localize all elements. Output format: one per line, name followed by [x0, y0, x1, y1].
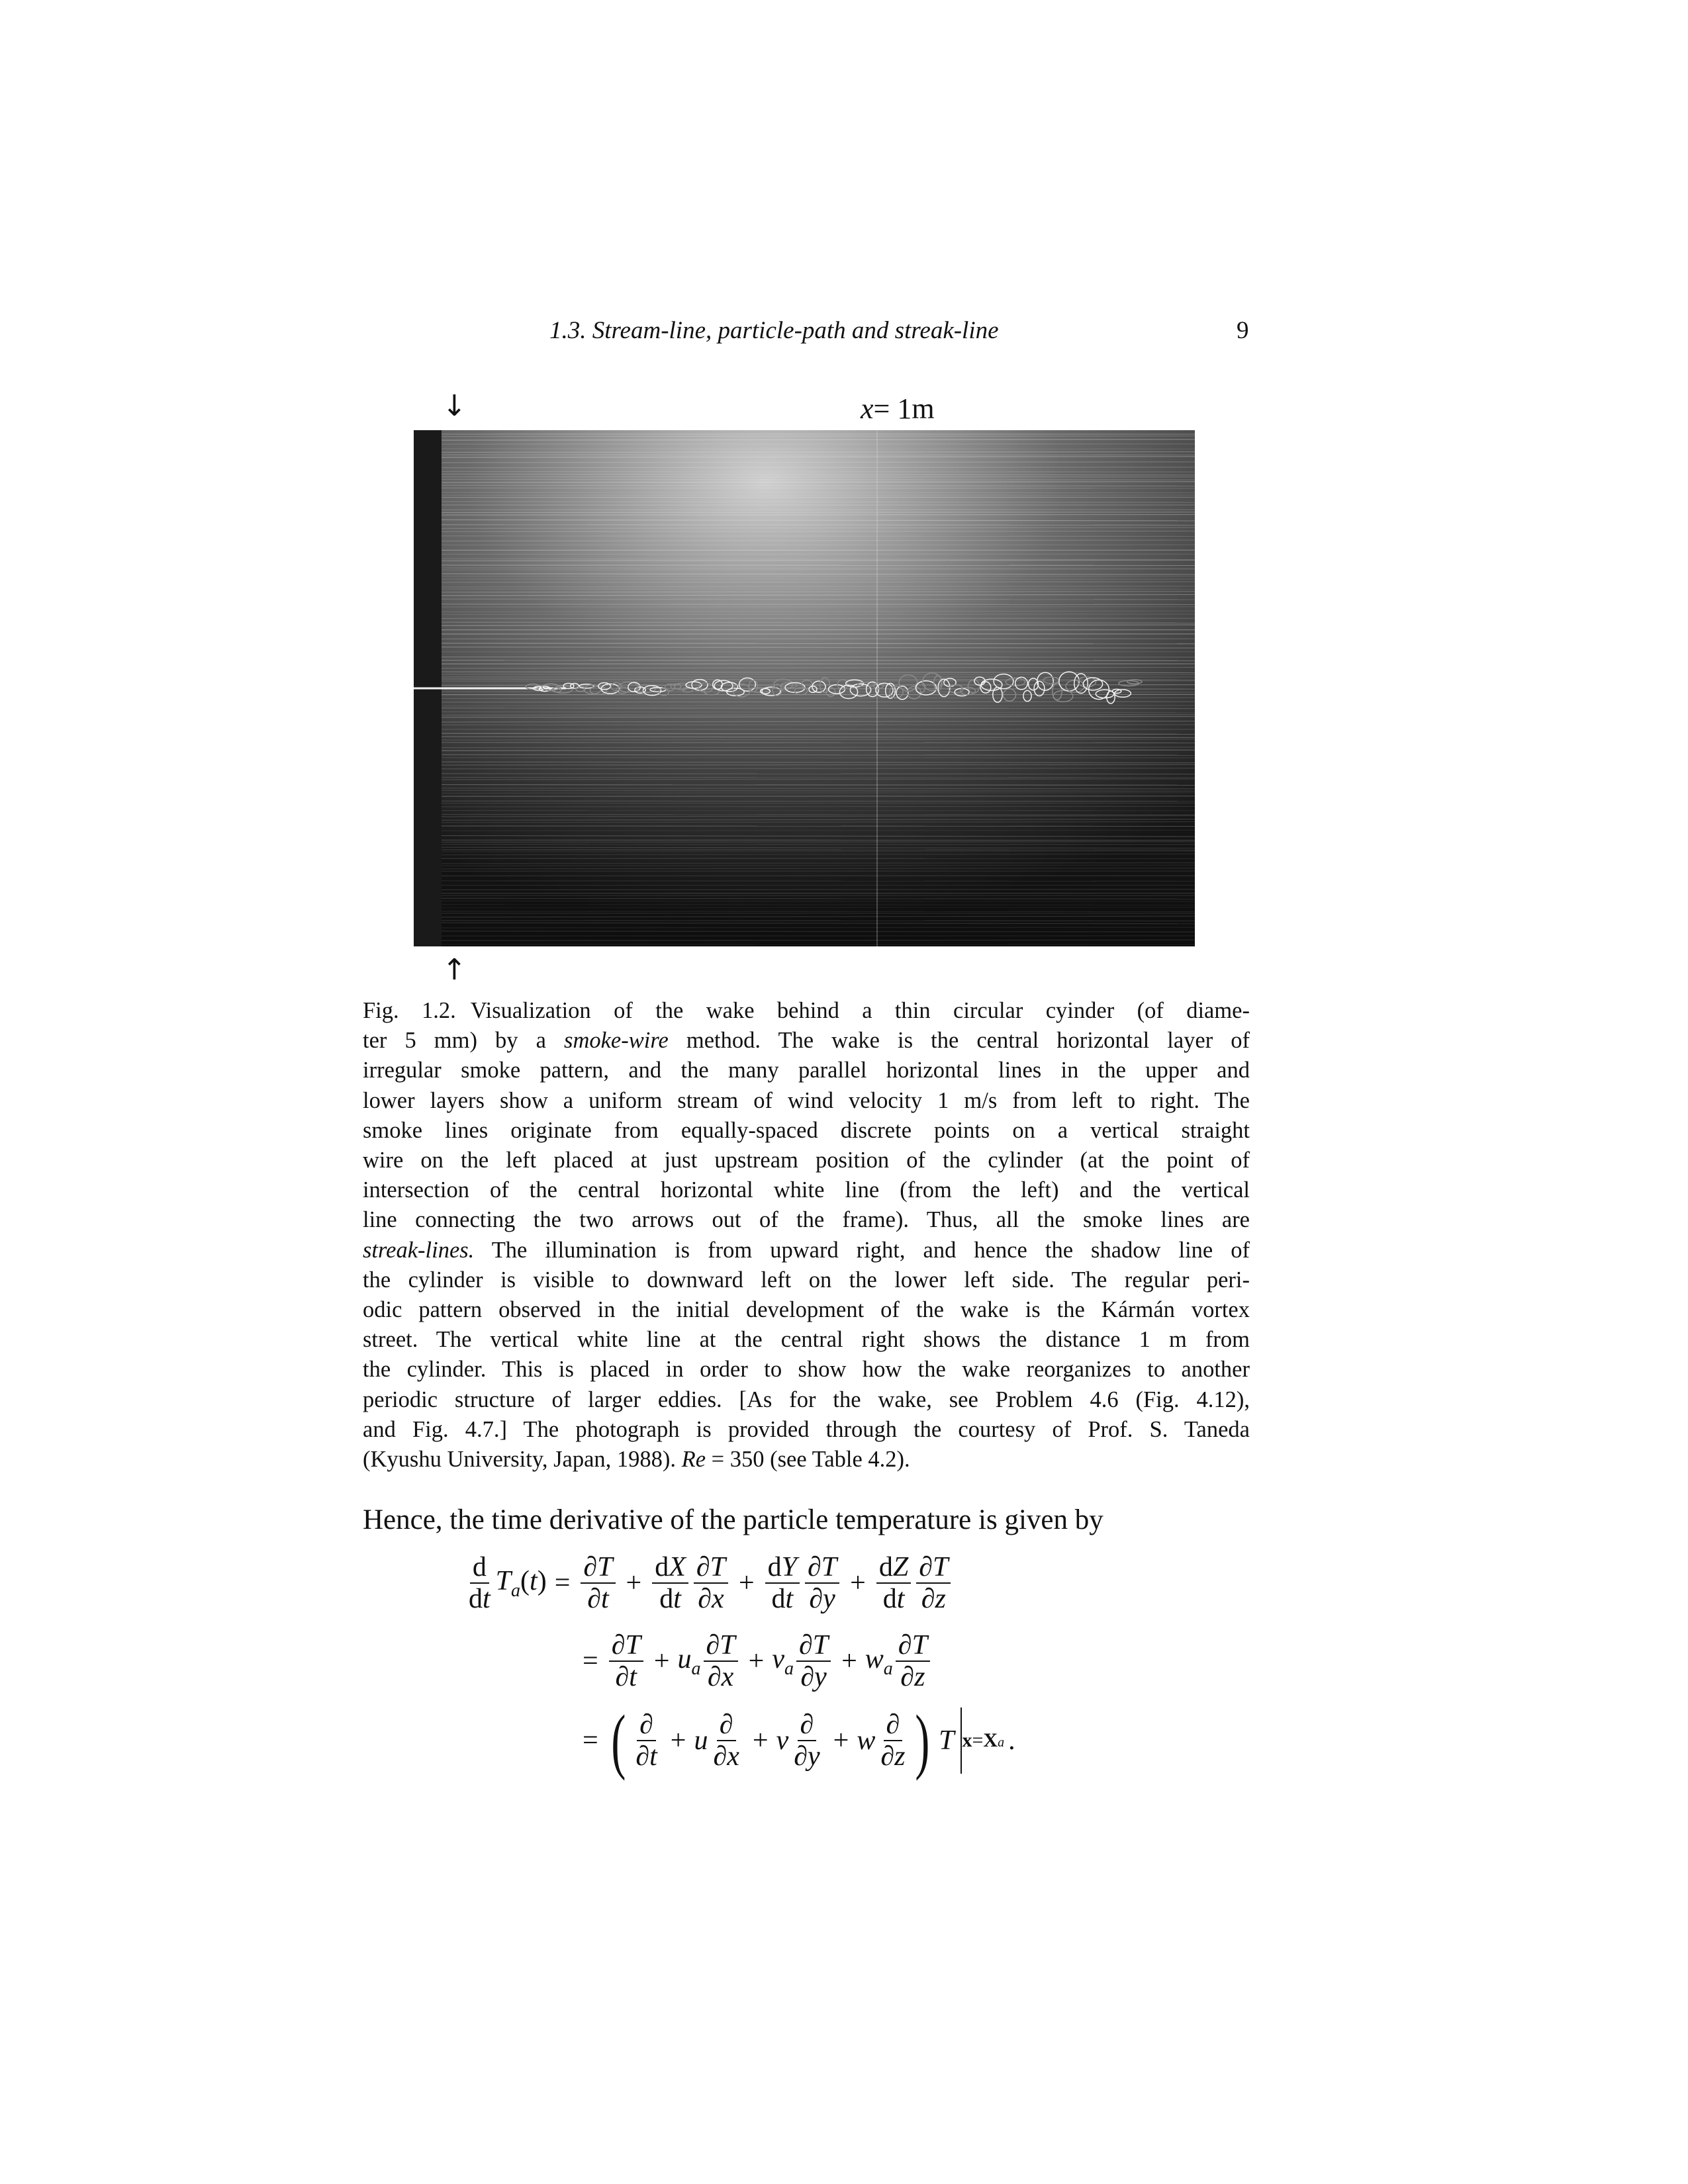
- caption-line: line connecting the two arrows out of the frame). Thus, all the smoke lines are: [363, 1207, 1250, 1233]
- arrow-down-icon: ↓: [442, 389, 467, 423]
- running-title: 1.3. Stream-line, particle-path and streak-line: [549, 317, 999, 344]
- caption-line: smoke lines originate from equally-spaced discrete points on a vertical straight: [363, 1117, 1250, 1143]
- caption-line: irregular smoke pattern, and the many parallel horizontal lines in the upper and: [363, 1058, 1250, 1083]
- equation-line-1: $\frac{d}{dt}$ $T_a(t)$ = $\frac{\partial T}{\partial t}$ + $\frac{dX}{dt}$ $\frac{\partial T}{\partial x}$ + $\frac{dY}{dt}$ $\frac{\partial T}{\partial y}$ + $\frac{dZ}{dt}$ $\frac{\partial T}{\partial z}$: [463, 1552, 953, 1614]
- figure-label: Fig. 1.2.: [363, 998, 456, 1023]
- figure-caption: [363, 996, 1250, 1475]
- caption-line: street. The vertical white line at the central right shows the distance 1 m from: [363, 1327, 1250, 1353]
- caption-line: odic pattern observed in the initial development of the wake is the Kármán vortex: [363, 1297, 1250, 1323]
- caption-line: ter 5 mm) by a smoke-wire method. The wake is the central horizontal layer of: [363, 1028, 1250, 1054]
- marker-rest: = 1m: [873, 392, 935, 425]
- caption-line: and Fig. 4.7.] The photograph is provided through the courtesy of Prof. S. Taneda: [363, 1416, 1250, 1442]
- caption-line: wire on the left placed at just upstream position of the cylinder (at the point of: [363, 1148, 1250, 1173]
- caption-line: the cylinder. This is placed in order to show how the wake reorganizes to another: [363, 1357, 1250, 1383]
- wake-photograph: [414, 430, 1195, 946]
- caption-line: Fig. 1.2. Visualization of the wake behind a thin circular cyinder (of diame-: [363, 998, 1250, 1023]
- marker-var: x: [861, 392, 874, 425]
- body-sentence: Hence, the time derivative of the particle temperature is given by: [363, 1504, 1103, 1535]
- caption-line: (Kyushu University, Japan, 1988). Re = 350 (see Table 4.2).: [363, 1447, 910, 1473]
- wake-photograph-image: [414, 430, 1195, 946]
- equation-line-2: = $\frac{\partial T}{\partial t}$ + $u_a$ $\frac{\partial T}{\partial x}$ + $v_a$ $\frac{\partial T}{\partial y}$ + $w_a$ $\frac{\partial T}{\partial z}$: [575, 1630, 933, 1692]
- caption-line: intersection of the central horizontal white line (from the left) and the vertical: [363, 1177, 1250, 1203]
- equation-line-3: = ( $\frac{\partial}{\partial t}$ + u $\frac{\partial}{\partial x}$ + v $\frac{\partial}{\partial y}$ + w $\frac{\partial}{\partial z}$ ) T x=Xa .: [583, 1700, 1015, 1781]
- caption-line: the cylinder is visible to downward left on the lower left side. The regular peri-: [363, 1267, 1250, 1293]
- page-number: 9: [1237, 317, 1249, 344]
- caption-line: lower layers show a uniform stream of wind velocity 1 m/s from left to right. The: [363, 1087, 1250, 1113]
- caption-line: periodic structure of larger eddies. [As for the wake, see Problem 4.6 (Fig. 4.12),: [363, 1387, 1250, 1412]
- caption-line: streak-lines. The illumination is from upward right, and hence the shadow line of: [363, 1237, 1250, 1263]
- distance-marker-label: [861, 392, 935, 426]
- arrow-up-icon: ↑: [442, 953, 467, 987]
